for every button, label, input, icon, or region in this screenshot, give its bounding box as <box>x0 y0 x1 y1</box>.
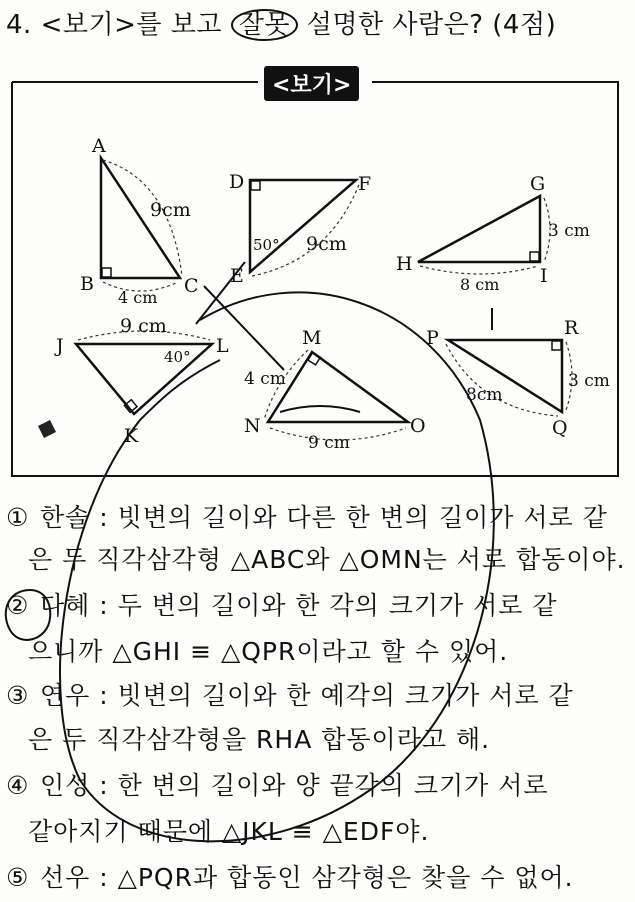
triangle-def <box>250 180 356 272</box>
abc-hyp: 9cm <box>150 199 191 221</box>
option-4-line-1[interactable] <box>6 766 549 802</box>
option-3-text: 연우 : 빗변의 길이와 한 예각의 크기가 서로 같 <box>40 681 574 710</box>
option-4-text: 인성 : 한 변의 길이와 양 끝각의 크기가 서로 <box>40 771 549 800</box>
option-1-line-2: 은 두 직각삼각형 △ABC와 △OMN는 서로 합동이야. <box>28 545 626 574</box>
option-1-number: ① <box>6 503 30 532</box>
label-k: K <box>124 425 139 447</box>
ghi-side: 3 cm <box>548 221 590 241</box>
label-g: G <box>530 173 546 195</box>
label-l: L <box>216 335 229 357</box>
ghi-base: 8 cm <box>460 275 500 294</box>
triangle-mno <box>268 352 408 422</box>
circled-word: 잘못 <box>231 9 298 41</box>
label-f: F <box>358 173 372 195</box>
mno-base: 9 cm <box>308 433 350 453</box>
option-2-number: ② <box>6 591 30 620</box>
label-c: C <box>184 275 199 297</box>
def-hyp: 9cm <box>306 233 347 255</box>
label-r: R <box>564 317 579 339</box>
option-2-text: 다혜 : 두 변의 길이와 한 각의 크기가 서로 같 <box>40 591 558 620</box>
mno-side: 4 cm <box>244 369 286 389</box>
option-2-line-1[interactable] <box>6 586 558 622</box>
option-4-line-2: 같아지기 때문에 △JKL ≡ △EDF야. <box>28 817 430 846</box>
label-a: A <box>92 135 106 157</box>
bogi-label: <보기> <box>264 66 359 101</box>
option-5-line-1[interactable] <box>6 858 574 894</box>
option-5-number: ⑤ <box>6 863 30 892</box>
label-q: Q <box>552 417 568 439</box>
option-1-text: 한솔 : 빗변의 길이와 다른 한 변의 길이가 서로 같 <box>40 503 608 532</box>
abc-base: 4 cm <box>118 288 158 307</box>
label-i: I <box>540 265 548 287</box>
question-number: 4. <box>6 10 32 40</box>
label-j: J <box>56 335 64 357</box>
label-h: H <box>396 253 413 275</box>
label-n: N <box>244 415 261 437</box>
def-angle: 50° <box>253 236 280 254</box>
label-b: B <box>80 273 94 295</box>
pen-wave-mark <box>280 406 360 412</box>
label-p: P <box>426 327 439 349</box>
label-d: D <box>229 171 245 193</box>
question-suffix: 설명한 사람은? (4점) <box>306 10 557 40</box>
option-3-line-1[interactable] <box>6 676 574 712</box>
ink-blot <box>38 420 56 438</box>
option-4-number: ④ <box>6 771 30 800</box>
jkl-angle: 40° <box>164 348 191 366</box>
option-3-line-2: 은 두 직각삼각형을 RHA 합동이라고 해. <box>28 725 491 754</box>
jkl-top: 9 cm <box>120 315 167 337</box>
option-2-line-2: 으니까 △GHI ≡ △QPR이라고 할 수 있어. <box>28 637 509 666</box>
pqr-hyp: 8cm <box>466 385 503 405</box>
label-o: O <box>410 415 426 437</box>
question-prefix: <보기>를 보고 <box>40 10 222 40</box>
triangle-jkl <box>76 344 212 414</box>
option-3-number: ③ <box>6 681 30 710</box>
label-m: M <box>302 327 322 349</box>
triangle-ghi <box>418 196 540 262</box>
pqr-side: 3 cm <box>568 371 610 391</box>
label-e: E <box>230 265 244 287</box>
option-5-text: 선우 : △PQR과 합동인 삼각형은 찾을 수 없어. <box>40 863 574 892</box>
option-1-line-1[interactable] <box>6 498 608 534</box>
pen-slash-mark-2 <box>196 262 245 324</box>
